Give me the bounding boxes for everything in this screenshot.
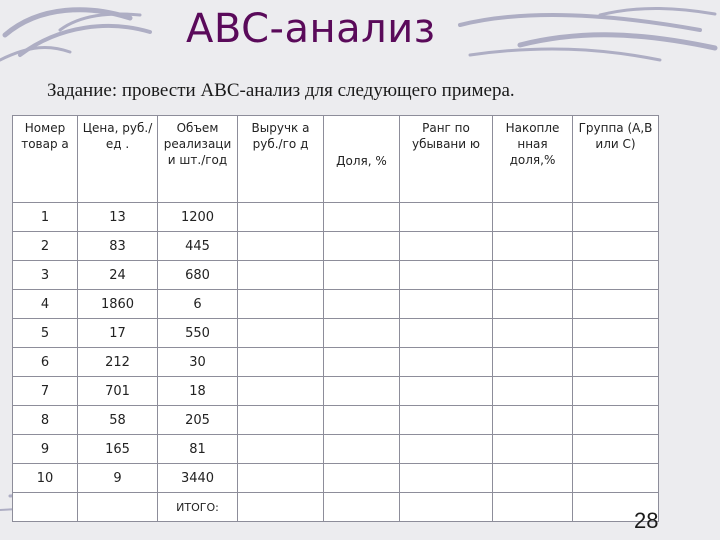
table-cell <box>493 290 573 319</box>
header-cell <box>78 116 158 203</box>
table-cell <box>493 232 573 261</box>
table-cell: 701 <box>78 377 158 406</box>
header-cell <box>158 116 238 203</box>
table-cell <box>238 348 324 377</box>
slide-title: ABC-анализ <box>186 6 436 52</box>
table-cell: 10 <box>13 464 78 493</box>
table-cell <box>238 435 324 464</box>
table-cell: 6 <box>13 348 78 377</box>
table-cell <box>573 464 659 493</box>
table-cell <box>573 377 659 406</box>
table-cell: 83 <box>78 232 158 261</box>
table-cell <box>324 203 400 232</box>
task-text: Задание: провести АВС-анализ для следующего примера. <box>47 80 515 101</box>
table-cell <box>324 261 400 290</box>
header-label: Выручк а руб./го д <box>251 121 310 151</box>
table-cell: 165 <box>78 435 158 464</box>
header-label: Доля, % <box>336 154 387 168</box>
table-row <box>13 406 659 435</box>
table-cell <box>493 377 573 406</box>
table-cell <box>324 290 400 319</box>
table-cell <box>238 493 324 522</box>
header-cell <box>493 116 573 203</box>
header-label: Ранг по убывани ю <box>412 121 480 151</box>
table-cell: 3 <box>13 261 78 290</box>
table-cell <box>400 232 493 261</box>
table-cell <box>573 406 659 435</box>
header-label: Цена, руб./ед . <box>82 121 153 151</box>
table-cell <box>78 493 158 522</box>
header-label: Объем реализаци и шт./год <box>163 121 232 167</box>
table-cell <box>324 348 400 377</box>
header-label: Накопле нная доля,% <box>505 121 560 167</box>
table-cell <box>400 464 493 493</box>
table-cell <box>573 290 659 319</box>
table-cell <box>400 435 493 464</box>
table-cell <box>573 348 659 377</box>
table-cell: 205 <box>158 406 238 435</box>
table-cell <box>573 232 659 261</box>
header-cell <box>238 116 324 203</box>
table-cell <box>400 203 493 232</box>
table-cell <box>400 290 493 319</box>
table-cell <box>324 377 400 406</box>
table-cell: 58 <box>78 406 158 435</box>
table-cell: 6 <box>158 290 238 319</box>
table-cell <box>400 348 493 377</box>
table-cell <box>238 261 324 290</box>
table-cell <box>238 203 324 232</box>
table-cell: 550 <box>158 319 238 348</box>
table-cell <box>324 406 400 435</box>
table-cell: 4 <box>13 290 78 319</box>
header-label: Группа (А,В или С) <box>578 121 653 151</box>
table-cell <box>400 377 493 406</box>
table-cell <box>238 232 324 261</box>
table-cell: 9 <box>13 435 78 464</box>
table-cell <box>493 493 573 522</box>
table-cell: 5 <box>13 319 78 348</box>
table-cell: 30 <box>158 348 238 377</box>
header-label: Номер товар а <box>21 121 69 151</box>
table-cell: 18 <box>158 377 238 406</box>
table-cell: 212 <box>78 348 158 377</box>
table-cell <box>238 290 324 319</box>
table-cell: 81 <box>158 435 238 464</box>
table-cell: 17 <box>78 319 158 348</box>
table-row <box>13 290 659 319</box>
table-cell <box>400 406 493 435</box>
table-cell <box>573 319 659 348</box>
table-cell <box>493 406 573 435</box>
table-cell <box>238 464 324 493</box>
table-cell <box>400 493 493 522</box>
table-cell <box>493 319 573 348</box>
table-cell: 13 <box>78 203 158 232</box>
header-cell <box>573 116 659 203</box>
table-cell: 1 <box>13 203 78 232</box>
table-row <box>13 232 659 261</box>
table-cell <box>324 493 400 522</box>
table-cell: 1200 <box>158 203 238 232</box>
table-cell <box>493 203 573 232</box>
table-cell <box>324 435 400 464</box>
table-cell <box>238 377 324 406</box>
header-cell <box>324 116 400 203</box>
abc-table <box>12 115 659 522</box>
table-cell <box>324 319 400 348</box>
table-cell <box>13 493 78 522</box>
table-header-row <box>13 116 659 203</box>
table-cell: 445 <box>158 232 238 261</box>
header-cell <box>400 116 493 203</box>
table-cell <box>324 464 400 493</box>
table-cell <box>493 261 573 290</box>
table-row <box>13 377 659 406</box>
table-row <box>13 464 659 493</box>
table-cell <box>493 464 573 493</box>
total-row <box>13 493 659 522</box>
table-cell: 3440 <box>158 464 238 493</box>
page-number: 28 <box>634 508 659 533</box>
table-row <box>13 319 659 348</box>
table-cell <box>573 435 659 464</box>
table-row <box>13 261 659 290</box>
table-cell: 680 <box>158 261 238 290</box>
total-label: ИТОГО: <box>158 493 238 522</box>
table-cell <box>493 435 573 464</box>
table-cell: 24 <box>78 261 158 290</box>
table-row <box>13 435 659 464</box>
table-cell: 9 <box>78 464 158 493</box>
table-row <box>13 203 659 232</box>
table-cell: 7 <box>13 377 78 406</box>
table-row <box>13 348 659 377</box>
table-cell <box>493 348 573 377</box>
table-cell <box>400 319 493 348</box>
table-cell: 1860 <box>78 290 158 319</box>
table-cell <box>324 232 400 261</box>
table-cell <box>400 261 493 290</box>
table-cell <box>238 406 324 435</box>
table-cell <box>573 203 659 232</box>
table-cell <box>573 261 659 290</box>
header-cell <box>13 116 78 203</box>
table-cell: 2 <box>13 232 78 261</box>
table-cell <box>238 319 324 348</box>
table-cell: 8 <box>13 406 78 435</box>
